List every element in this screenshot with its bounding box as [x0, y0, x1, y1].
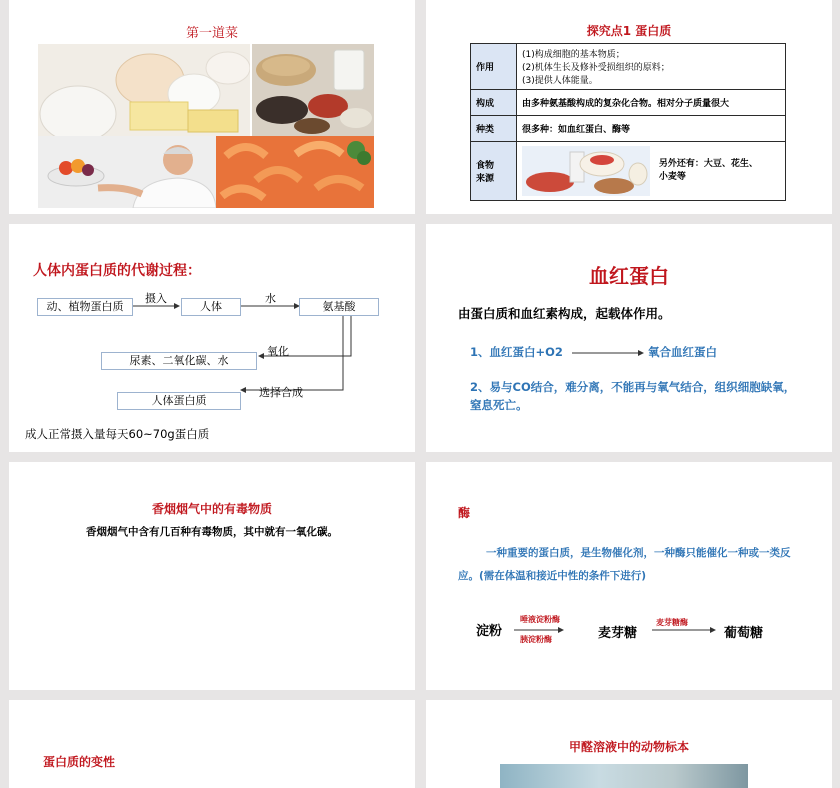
chef-photo	[38, 136, 216, 208]
table-row	[471, 142, 786, 201]
slide-title: 酶	[458, 506, 471, 520]
slide-first-dish[interactable]	[9, 0, 415, 214]
label-intake: 摄入	[145, 292, 167, 305]
slide-metabolism[interactable]	[9, 224, 415, 452]
slide-protein-table[interactable]	[426, 0, 832, 214]
function-line: (3)提供人体能量。	[522, 76, 598, 86]
table-row	[471, 44, 786, 90]
specimen-photo	[500, 764, 748, 788]
reaction-right: 氧合血红蛋白	[648, 345, 717, 359]
slide-title: 血红蛋白	[589, 264, 669, 288]
flow-arrows	[9, 224, 415, 452]
word-glucose: 葡萄糖	[724, 626, 764, 641]
enzyme-desc: 一种重要的蛋白质，是生物催化剂，一种酶只能催化一种或一类反应。(需在体温和接近中性的条件下进行)	[458, 547, 791, 582]
slide-title: 香烟烟气中的有毒物质	[151, 502, 272, 516]
protein-food-photo	[522, 146, 650, 196]
slide-title: 第一道菜	[185, 26, 238, 41]
table-value	[517, 44, 786, 90]
co-binding-text: 2、易与CO结合，难分离，不能再与氧气结合，组织细胞缺氧，窒息死亡。	[470, 380, 796, 412]
slide-title: 甲醛溶液中的动物标本	[568, 740, 689, 754]
table-row	[471, 90, 786, 116]
reaction-left: 1、血红蛋白+O2	[470, 345, 563, 359]
table-value: 由多种氨基酸构成的复杂化合物。相对分子质量很大	[517, 90, 786, 116]
box-amino-acid: 氨基酸	[299, 298, 379, 316]
food-source-extra	[659, 158, 758, 184]
box-body-protein: 人体蛋白质	[117, 392, 241, 410]
table-key: 种类	[471, 116, 517, 142]
enzyme-arrows	[426, 462, 832, 690]
eggs-butter-photo	[38, 44, 250, 136]
label-oxidation: 氧化	[267, 345, 289, 358]
function-line: (1)构成细胞的基本物质；	[522, 50, 625, 60]
box-food-protein: 动、植物蛋白质	[37, 298, 133, 316]
label-synthesis: 选择合成	[259, 386, 303, 399]
enzyme-maltase: 麦芽糖酶	[656, 618, 688, 627]
slide-hemoglobin[interactable]	[426, 224, 832, 452]
function-line: (2)机体生长及修补受损组织的原料；	[522, 63, 670, 73]
smoke-text: 香烟烟气中含有几百种有毒物质，其中就有一氧化碳。	[86, 526, 338, 538]
reaction-arrow	[572, 348, 644, 358]
table-row	[471, 116, 786, 142]
box-body: 人体	[181, 298, 241, 316]
shrimp-photo	[216, 136, 374, 208]
slide-title: 探究点1 蛋白质	[586, 24, 672, 38]
slide-title: 人体内蛋白质的代谢过程：	[33, 263, 201, 279]
word-maltose: 麦芽糖	[598, 626, 638, 641]
enzyme-saliva: 唾液淀粉酶	[520, 615, 560, 624]
slide-title: 蛋白质的变性	[43, 755, 116, 769]
box-waste: 尿素、二氧化碳、水	[101, 352, 257, 370]
food-source-line: 小麦等	[658, 172, 686, 182]
intake-note: 成人正常摄入量每天60~70g蛋白质	[25, 427, 210, 441]
protein-table	[470, 43, 786, 201]
enzyme-pancreatic: 胰淀粉酶	[520, 635, 552, 644]
table-value: 很多种：如血红蛋白、酶等	[517, 116, 786, 142]
table-value	[517, 142, 786, 201]
slide-enzyme[interactable]	[426, 462, 832, 690]
table-key-line: 来源	[476, 174, 495, 184]
slide-cigarette-smoke[interactable]	[9, 462, 415, 690]
slide-denaturation[interactable]	[9, 700, 415, 788]
table-key: 作用	[471, 44, 517, 90]
word-starch: 淀粉	[476, 624, 503, 639]
table-key-line: 食物	[476, 161, 495, 171]
label-water: 水	[265, 292, 276, 305]
hemoglobin-desc: 由蛋白质和血红素构成，起载体作用。	[458, 306, 671, 321]
slide-formaldehyde[interactable]	[426, 700, 832, 788]
beans-milk-photo	[252, 44, 374, 136]
food-source-line: 另外还有：大豆、花生、	[658, 159, 758, 169]
table-key: 构成	[471, 90, 517, 116]
table-key	[471, 142, 517, 201]
